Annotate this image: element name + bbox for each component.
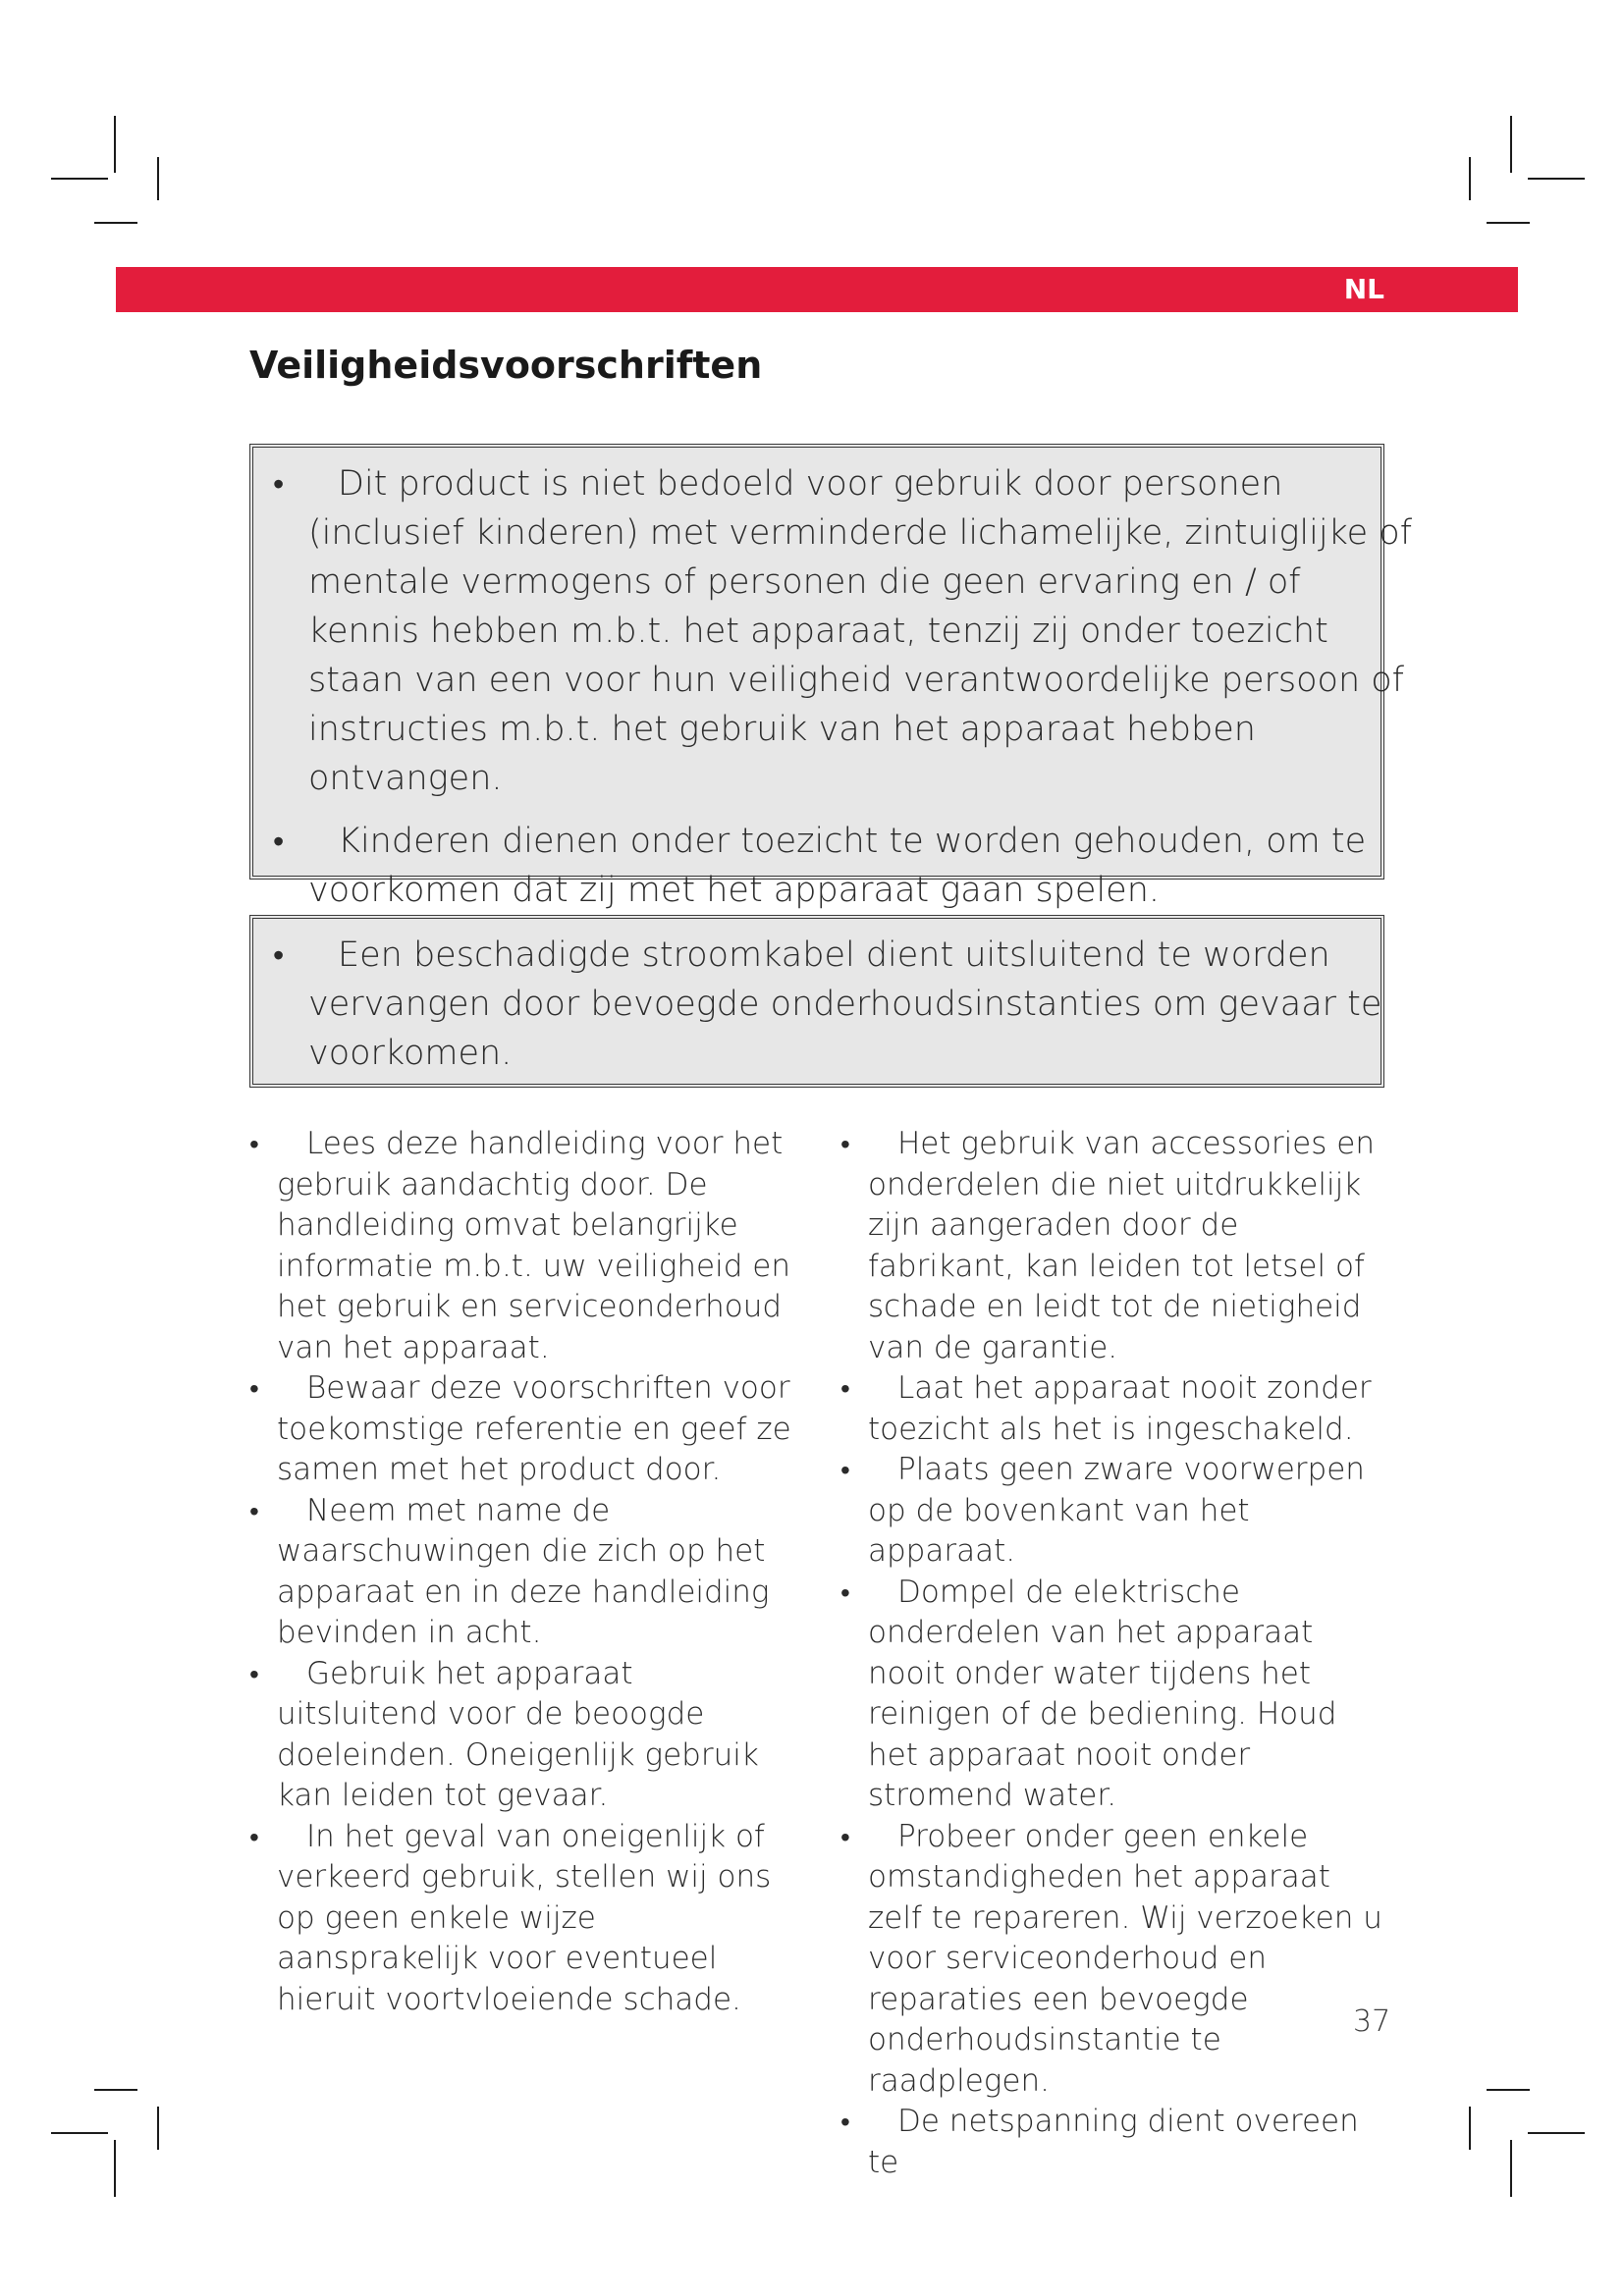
bullet-icon: • bbox=[840, 1575, 850, 1609]
list-item bbox=[840, 2102, 1390, 2183]
list-item bbox=[840, 1124, 1390, 1368]
bullet-icon: • bbox=[273, 465, 285, 503]
list-item bbox=[840, 1368, 1390, 1450]
bullet-icon: • bbox=[249, 1657, 259, 1690]
warning-text: Een beschadigde stroomkabel dient uitsluitend te worden vervangen door bevoegde onderhoudsinstanties om gevaar te voorkomen. bbox=[308, 935, 1382, 1073]
warning-item bbox=[253, 817, 1416, 915]
crop-mark bbox=[1510, 116, 1512, 173]
crop-mark bbox=[94, 222, 137, 224]
crop-mark bbox=[157, 157, 159, 200]
list-item-text: Plaats geen zware voorwerpen op de bovenkant van het apparaat. bbox=[868, 1452, 1365, 1569]
list-item-text: In het geval van oneigenlijk of verkeerd gebruik, stellen wij ons op geen enkele wijze aansprakelijk voor eventueel hieruit voortvloeiende schade. bbox=[277, 1818, 772, 2017]
bullet-icon: • bbox=[840, 1820, 850, 1853]
bullet-icon: • bbox=[840, 1372, 850, 1405]
list-item-text: Neem met name de waarschuwingen die zich op het apparaat en in deze handleiding bevinden in acht. bbox=[277, 1492, 770, 1650]
crop-mark bbox=[1469, 2107, 1471, 2150]
list-item-text: Het gebruik van accessories en onderdelen die niet uitdrukkelijk zijn aangeraden door de fabrikant, kan leiden tot letsel of schade en leidt tot de nietigheid van de garantie. bbox=[868, 1126, 1375, 1365]
bullet-icon: • bbox=[273, 823, 285, 860]
list-item-text: Dompel de elektrische onderdelen van het apparaat nooit onder water tijdens het reinigen of de bediening. Houd het apparaat nooit onder stromend water. bbox=[868, 1574, 1337, 1813]
crop-mark bbox=[1469, 157, 1471, 200]
warning-box-cable bbox=[249, 915, 1384, 1088]
bullet-icon: • bbox=[249, 1820, 259, 1853]
crop-mark bbox=[114, 2140, 116, 2197]
list-item-text: Bewaar deze voorschriften voor toekomstige referentie en geef ze samen met het product door. bbox=[277, 1370, 791, 1487]
crop-mark bbox=[1528, 178, 1585, 180]
crop-mark bbox=[1487, 2089, 1530, 2091]
bullet-icon: • bbox=[249, 1372, 259, 1405]
list-item bbox=[249, 1817, 799, 2021]
list-item bbox=[840, 1450, 1390, 1573]
list-item bbox=[840, 1573, 1390, 1817]
list-item bbox=[840, 1817, 1390, 2103]
crop-mark bbox=[1528, 2132, 1585, 2134]
safety-list-left bbox=[249, 1124, 799, 2020]
safety-list-right bbox=[840, 1124, 1390, 2183]
bullet-icon: • bbox=[273, 936, 285, 974]
list-item-text: Lees deze handleiding voor het gebruik aandachtig door. De handleiding omvat belangrijke informatie m.b.t. uw veiligheid en het gebruik en serviceonderhoud van het apparaat. bbox=[277, 1126, 790, 1365]
warning-text: Dit product is niet bedoeld voor gebruik door personen (inclusief kinderen) met verminderde lichamelijke, zintuiglijke of mentale vermogens of personen die geen ervaring en / of kennis hebben m.b.t. het apparaat, tenzij zij onder toezicht staan van een voor hun veiligheid verantwoordelijke persoon of instructies m.b.t. het gebruik van het apparaat hebben ontvangen. bbox=[308, 464, 1413, 798]
bullet-icon: • bbox=[249, 1128, 259, 1160]
list-item bbox=[249, 1654, 799, 1817]
list-item-text: Probeer onder geen enkele omstandigheden het apparaat zelf te repareren. Wij verzoeken u voor serviceonderhoud en reparaties een bevoegde onderhoudsinstantie te raadplegen. bbox=[868, 1818, 1382, 2099]
language-label: NL bbox=[1343, 273, 1384, 305]
crop-mark bbox=[94, 2089, 137, 2091]
bullet-icon: • bbox=[249, 1494, 259, 1527]
bullet-icon: • bbox=[840, 2106, 850, 2138]
list-item bbox=[249, 1124, 799, 1368]
crop-mark bbox=[114, 116, 116, 173]
crop-mark bbox=[1487, 222, 1530, 224]
page-number: 37 bbox=[1353, 2004, 1391, 2039]
warning-box-children bbox=[249, 444, 1413, 910]
list-item bbox=[249, 1491, 799, 1654]
crop-mark bbox=[51, 2132, 108, 2134]
crop-mark bbox=[51, 178, 108, 180]
warning-text: Kinderen dienen onder toezicht te worden gehouden, om te voorkomen dat zij met het apparaat gaan spelen. bbox=[308, 822, 1367, 910]
bullet-icon: • bbox=[840, 1454, 850, 1486]
warning-item bbox=[253, 459, 1416, 803]
list-item-text: Gebruik het apparaat uitsluitend voor de beoogde doeleinden. Oneigenlijk gebruik kan leiden tot gevaar. bbox=[277, 1655, 759, 1813]
warning-item bbox=[253, 931, 1416, 1078]
list-item bbox=[249, 1368, 799, 1491]
header-bar bbox=[116, 267, 1518, 312]
crop-mark bbox=[157, 2107, 159, 2150]
list-item-text: Laat het apparaat nooit zonder toezicht als het is ingeschakeld. bbox=[868, 1370, 1372, 1447]
page-title: Veiligheidsvoorschriften bbox=[249, 344, 763, 387]
crop-mark bbox=[1510, 2140, 1512, 2197]
bullet-icon: • bbox=[840, 1128, 850, 1160]
list-item-text: De netspanning dient overeen te bbox=[868, 2104, 1359, 2180]
